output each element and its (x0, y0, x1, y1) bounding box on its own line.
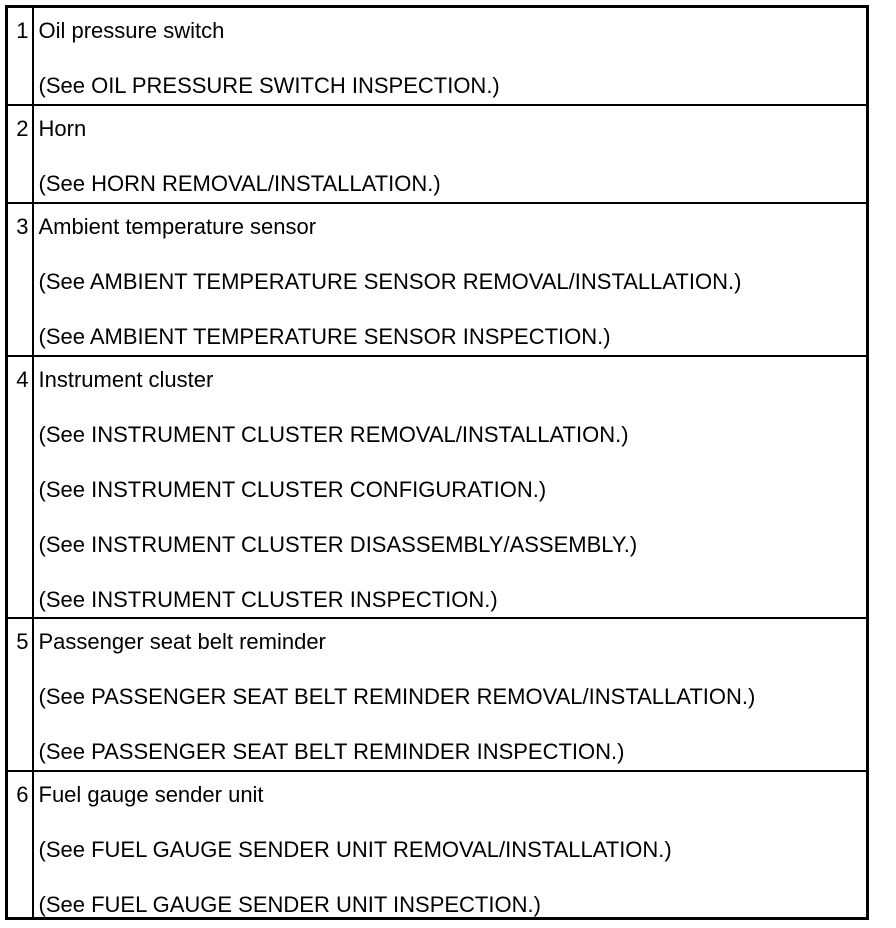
table-row (7, 203, 868, 356)
row-content (33, 618, 868, 771)
reference-link[interactable]: (See HORN REMOVAL/INSTALLATION.) (38, 170, 441, 196)
component-name: Oil pressure switch (38, 18, 225, 43)
reference-link[interactable]: (See INSTRUMENT CLUSTER CONFIGURATION.) (38, 476, 547, 502)
row-number: 1 (7, 7, 33, 105)
component-name: Horn (38, 115, 87, 141)
component-name: Instrument cluster (38, 366, 214, 392)
row-number: 2 (7, 105, 33, 203)
table-row (7, 7, 868, 105)
reference-link[interactable]: (See AMBIENT TEMPERATURE SENSOR INSPECTION.) (38, 323, 611, 349)
reference-link[interactable]: (See INSTRUMENT CLUSTER INSPECTION.) (38, 586, 498, 612)
component-name: Ambient temperature sensor (38, 213, 317, 239)
row-content (33, 203, 868, 356)
reference-link[interactable]: (See FUEL GAUGE SENDER UNIT REMOVAL/INSTALLATION.) (38, 836, 672, 862)
row-content (33, 356, 868, 618)
reference-link[interactable]: (See INSTRUMENT CLUSTER DISASSEMBLY/ASSEMBLY.) (38, 531, 638, 557)
row-content (33, 771, 868, 919)
row-number: 5 (7, 618, 33, 771)
reference-link[interactable]: (See PASSENGER SEAT BELT REMINDER INSPECTION.) (38, 738, 625, 764)
table-row (7, 105, 868, 203)
reference-link[interactable]: (See FUEL GAUGE SENDER UNIT INSPECTION.) (38, 891, 541, 917)
component-name: Fuel gauge sender unit (38, 781, 264, 807)
table-row (7, 356, 868, 618)
row-content (33, 105, 868, 203)
reference-link[interactable]: (See AMBIENT TEMPERATURE SENSOR REMOVAL/INSTALLATION.) (38, 268, 742, 294)
reference-link[interactable]: (See PASSENGER SEAT BELT REMINDER REMOVAL/INSTALLATION.) (38, 683, 756, 709)
table-row (7, 771, 868, 919)
row-content (33, 7, 868, 105)
table-row (7, 618, 868, 771)
reference-link[interactable]: (See OIL PRESSURE SWITCH INSPECTION.) (38, 73, 500, 98)
component-name: Passenger seat belt reminder (38, 628, 326, 654)
component-location-table (5, 5, 869, 920)
row-number: 4 (7, 356, 33, 618)
reference-link[interactable]: (See INSTRUMENT CLUSTER REMOVAL/INSTALLATION.) (38, 421, 629, 447)
row-number: 3 (7, 203, 33, 356)
row-number: 6 (7, 771, 33, 919)
